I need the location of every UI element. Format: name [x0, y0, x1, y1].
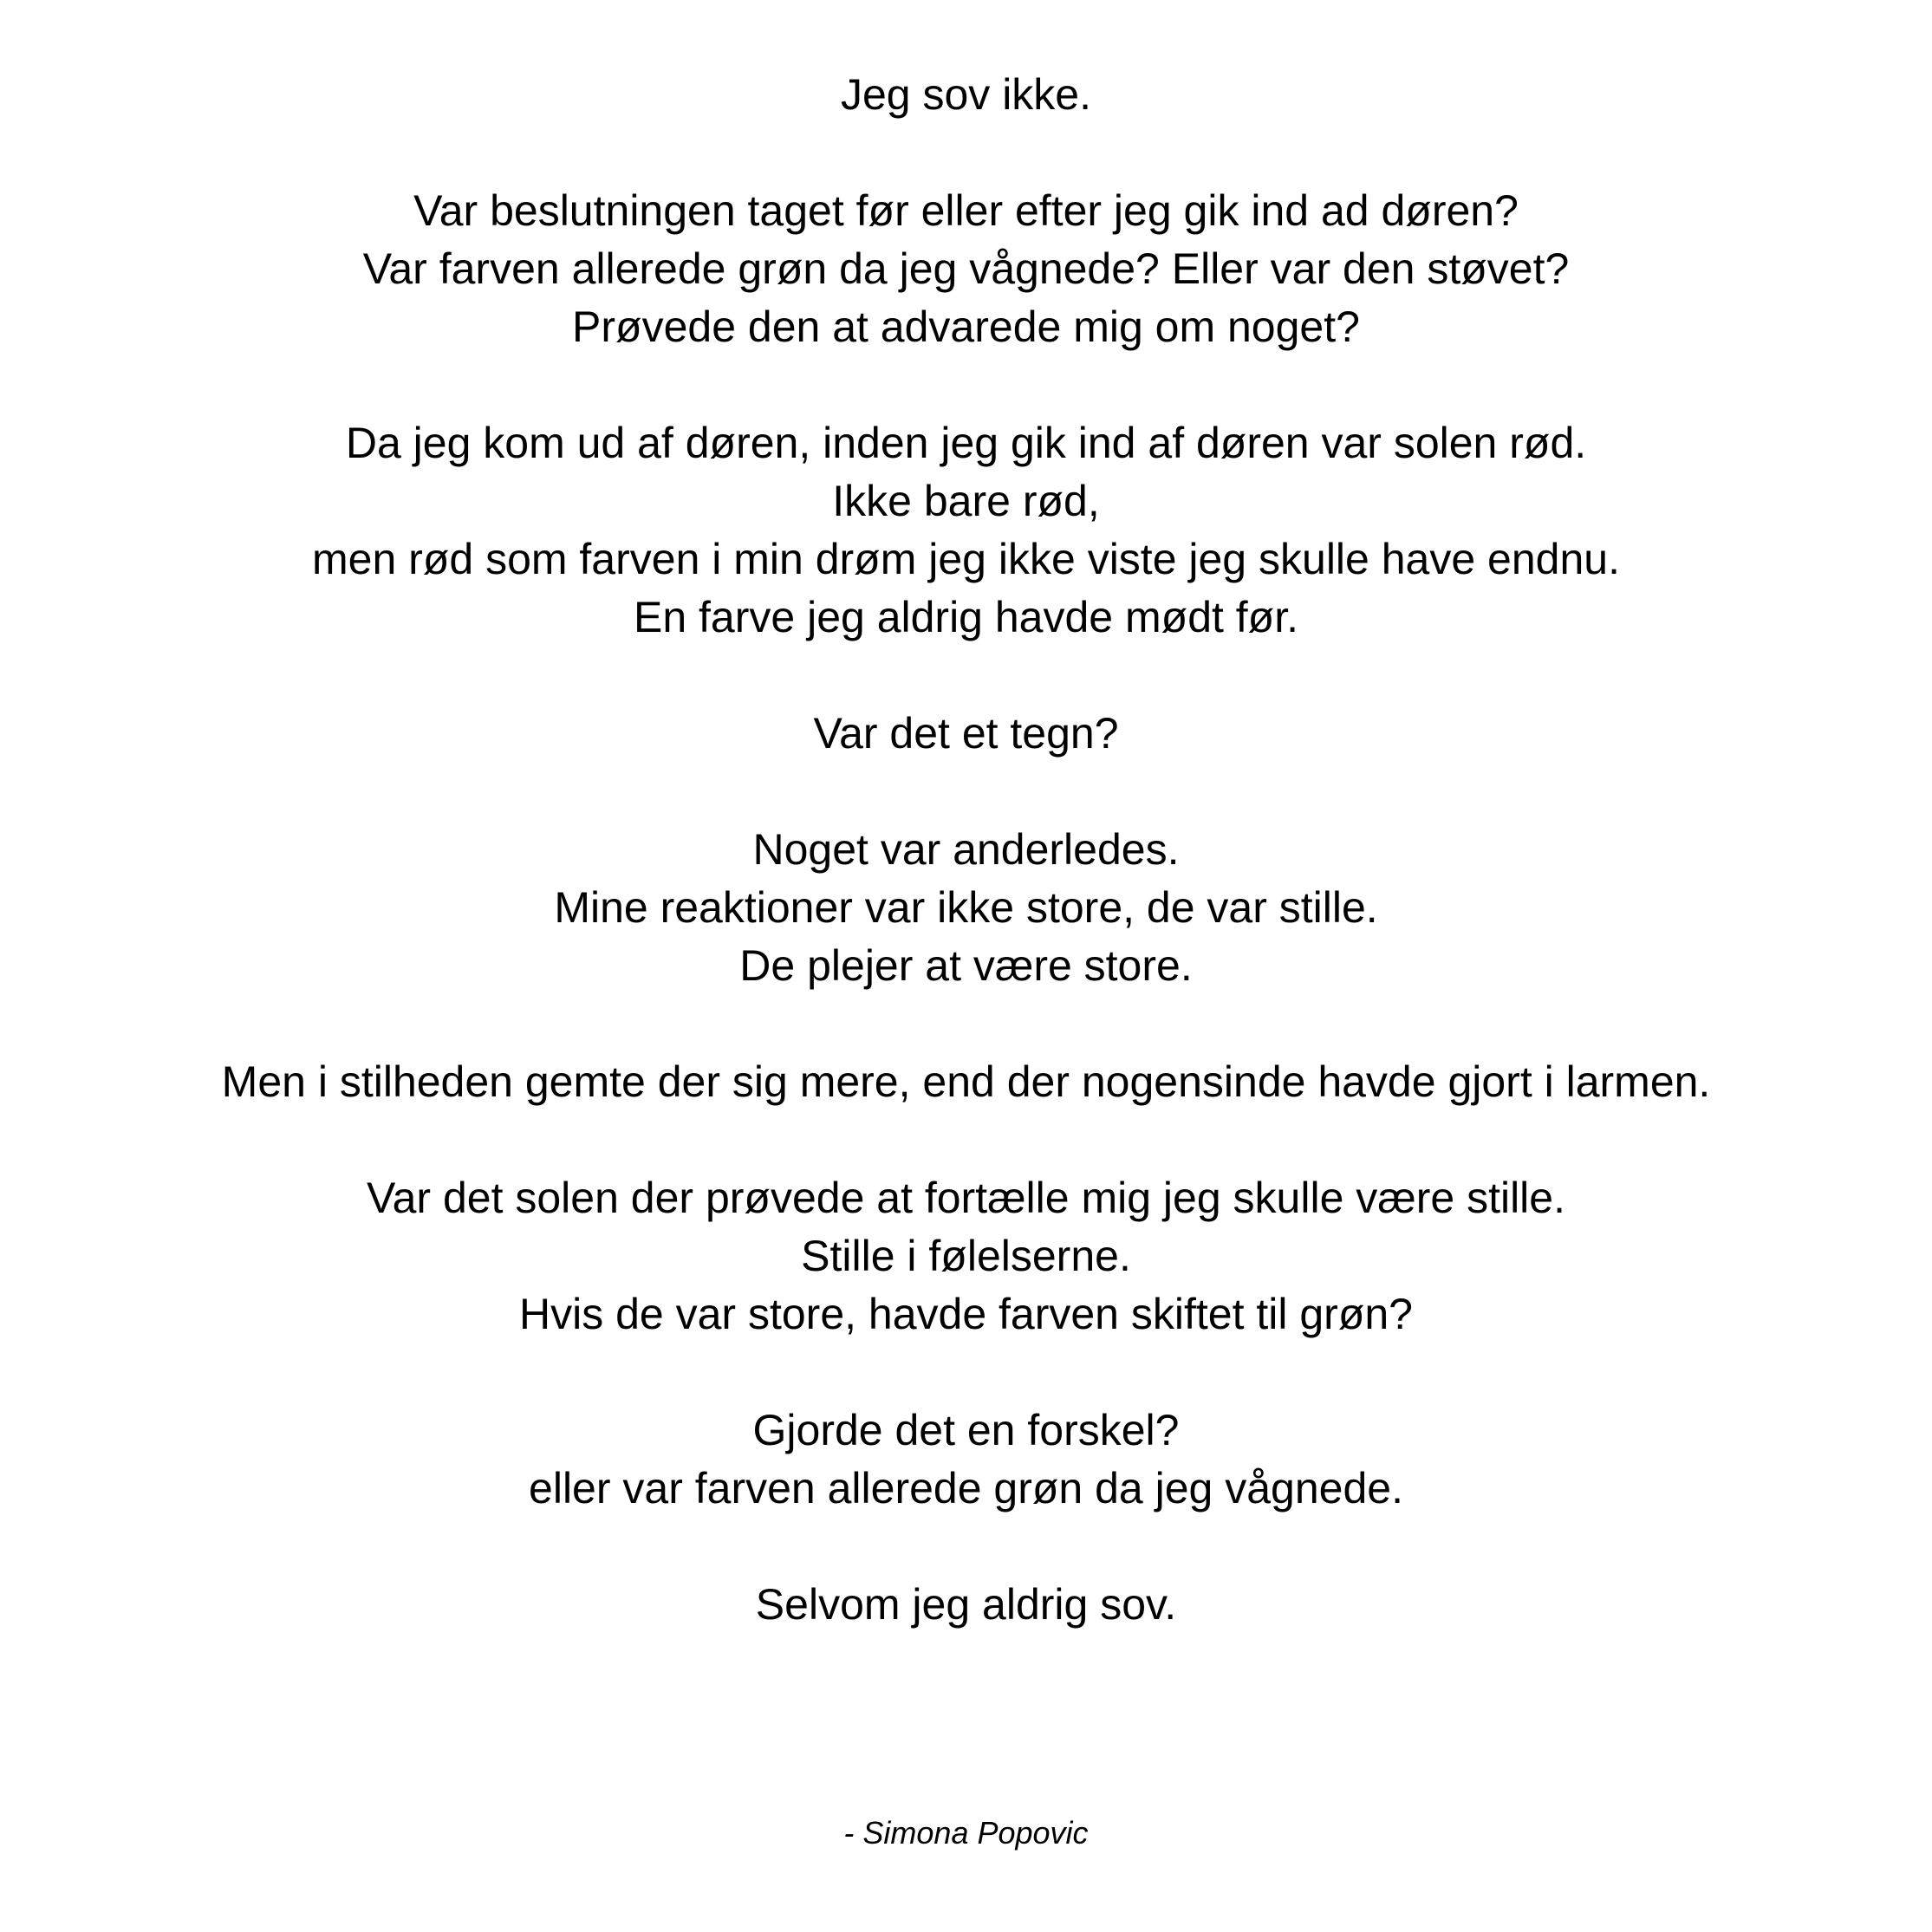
- poem-line: Var farven allerede grøn da jeg vågnede? Eller var den støvet?: [362, 244, 1570, 293]
- stanza-7: [0, 1169, 1932, 1343]
- poem-line: Var beslutningen taget før eller efter jeg gik ind ad døren?: [413, 186, 1519, 235]
- poem-line: Jeg sov ikke.: [840, 70, 1091, 119]
- poem-line: Var det et tegn?: [813, 709, 1119, 758]
- stanza-4: [0, 705, 1932, 763]
- poem-line: Stille i følelserne.: [801, 1232, 1131, 1280]
- poem-line: Mine reaktioner var ikke store, de var stille.: [554, 883, 1378, 932]
- poem-line: Ikke bare rød,: [832, 477, 1100, 525]
- poem-line: Selvom jeg aldrig sov.: [755, 1580, 1177, 1629]
- poem-line: Da jeg kom ud af døren, inden jeg gik ind af døren var solen rød.: [345, 419, 1587, 467]
- poem-line: Men i stilheden gemte der sig mere, end der nogensinde havde gjort i larmen.: [221, 1057, 1711, 1106]
- stanza-spacer: [0, 1518, 1932, 1576]
- poem-line: Prøvede den at advarede mig om noget?: [572, 302, 1360, 351]
- poem-line: Gjorde det en forskel?: [752, 1406, 1180, 1454]
- stanza-spacer: [0, 1111, 1932, 1169]
- stanza-spacer: [0, 1343, 1932, 1402]
- author-signature: - Simona Popovic: [843, 1815, 1089, 1851]
- poem-line: En farve jeg aldrig havde mødt før.: [633, 593, 1299, 641]
- stanza-2: [0, 182, 1932, 356]
- stanza-spacer: [0, 124, 1932, 182]
- poem-line: eller var farven allerede grøn da jeg vågnede.: [529, 1464, 1403, 1512]
- stanza-3: [0, 414, 1932, 647]
- poem-line: De plejer at være store.: [739, 941, 1193, 990]
- stanza-spacer: [0, 763, 1932, 821]
- poem-line: Hvis de var store, havde farven skiftet til grøn?: [519, 1290, 1413, 1338]
- stanza-5: [0, 821, 1932, 995]
- stanza-6: [0, 1053, 1932, 1111]
- poem-line: Noget var anderledes.: [752, 825, 1180, 874]
- poem-line: men rød som farven i min drøm jeg ikke viste jeg skulle have endnu.: [312, 535, 1620, 583]
- stanza-spacer: [0, 356, 1932, 414]
- poem-body: [0, 66, 1932, 1634]
- stanza-9: [0, 1576, 1932, 1634]
- stanza-spacer: [0, 647, 1932, 705]
- stanza-1: [0, 66, 1932, 124]
- stanza-8: [0, 1402, 1932, 1518]
- stanza-spacer: [0, 995, 1932, 1053]
- poem-line: Var det solen der prøvede at fortælle mig jeg skulle være stille.: [366, 1174, 1565, 1222]
